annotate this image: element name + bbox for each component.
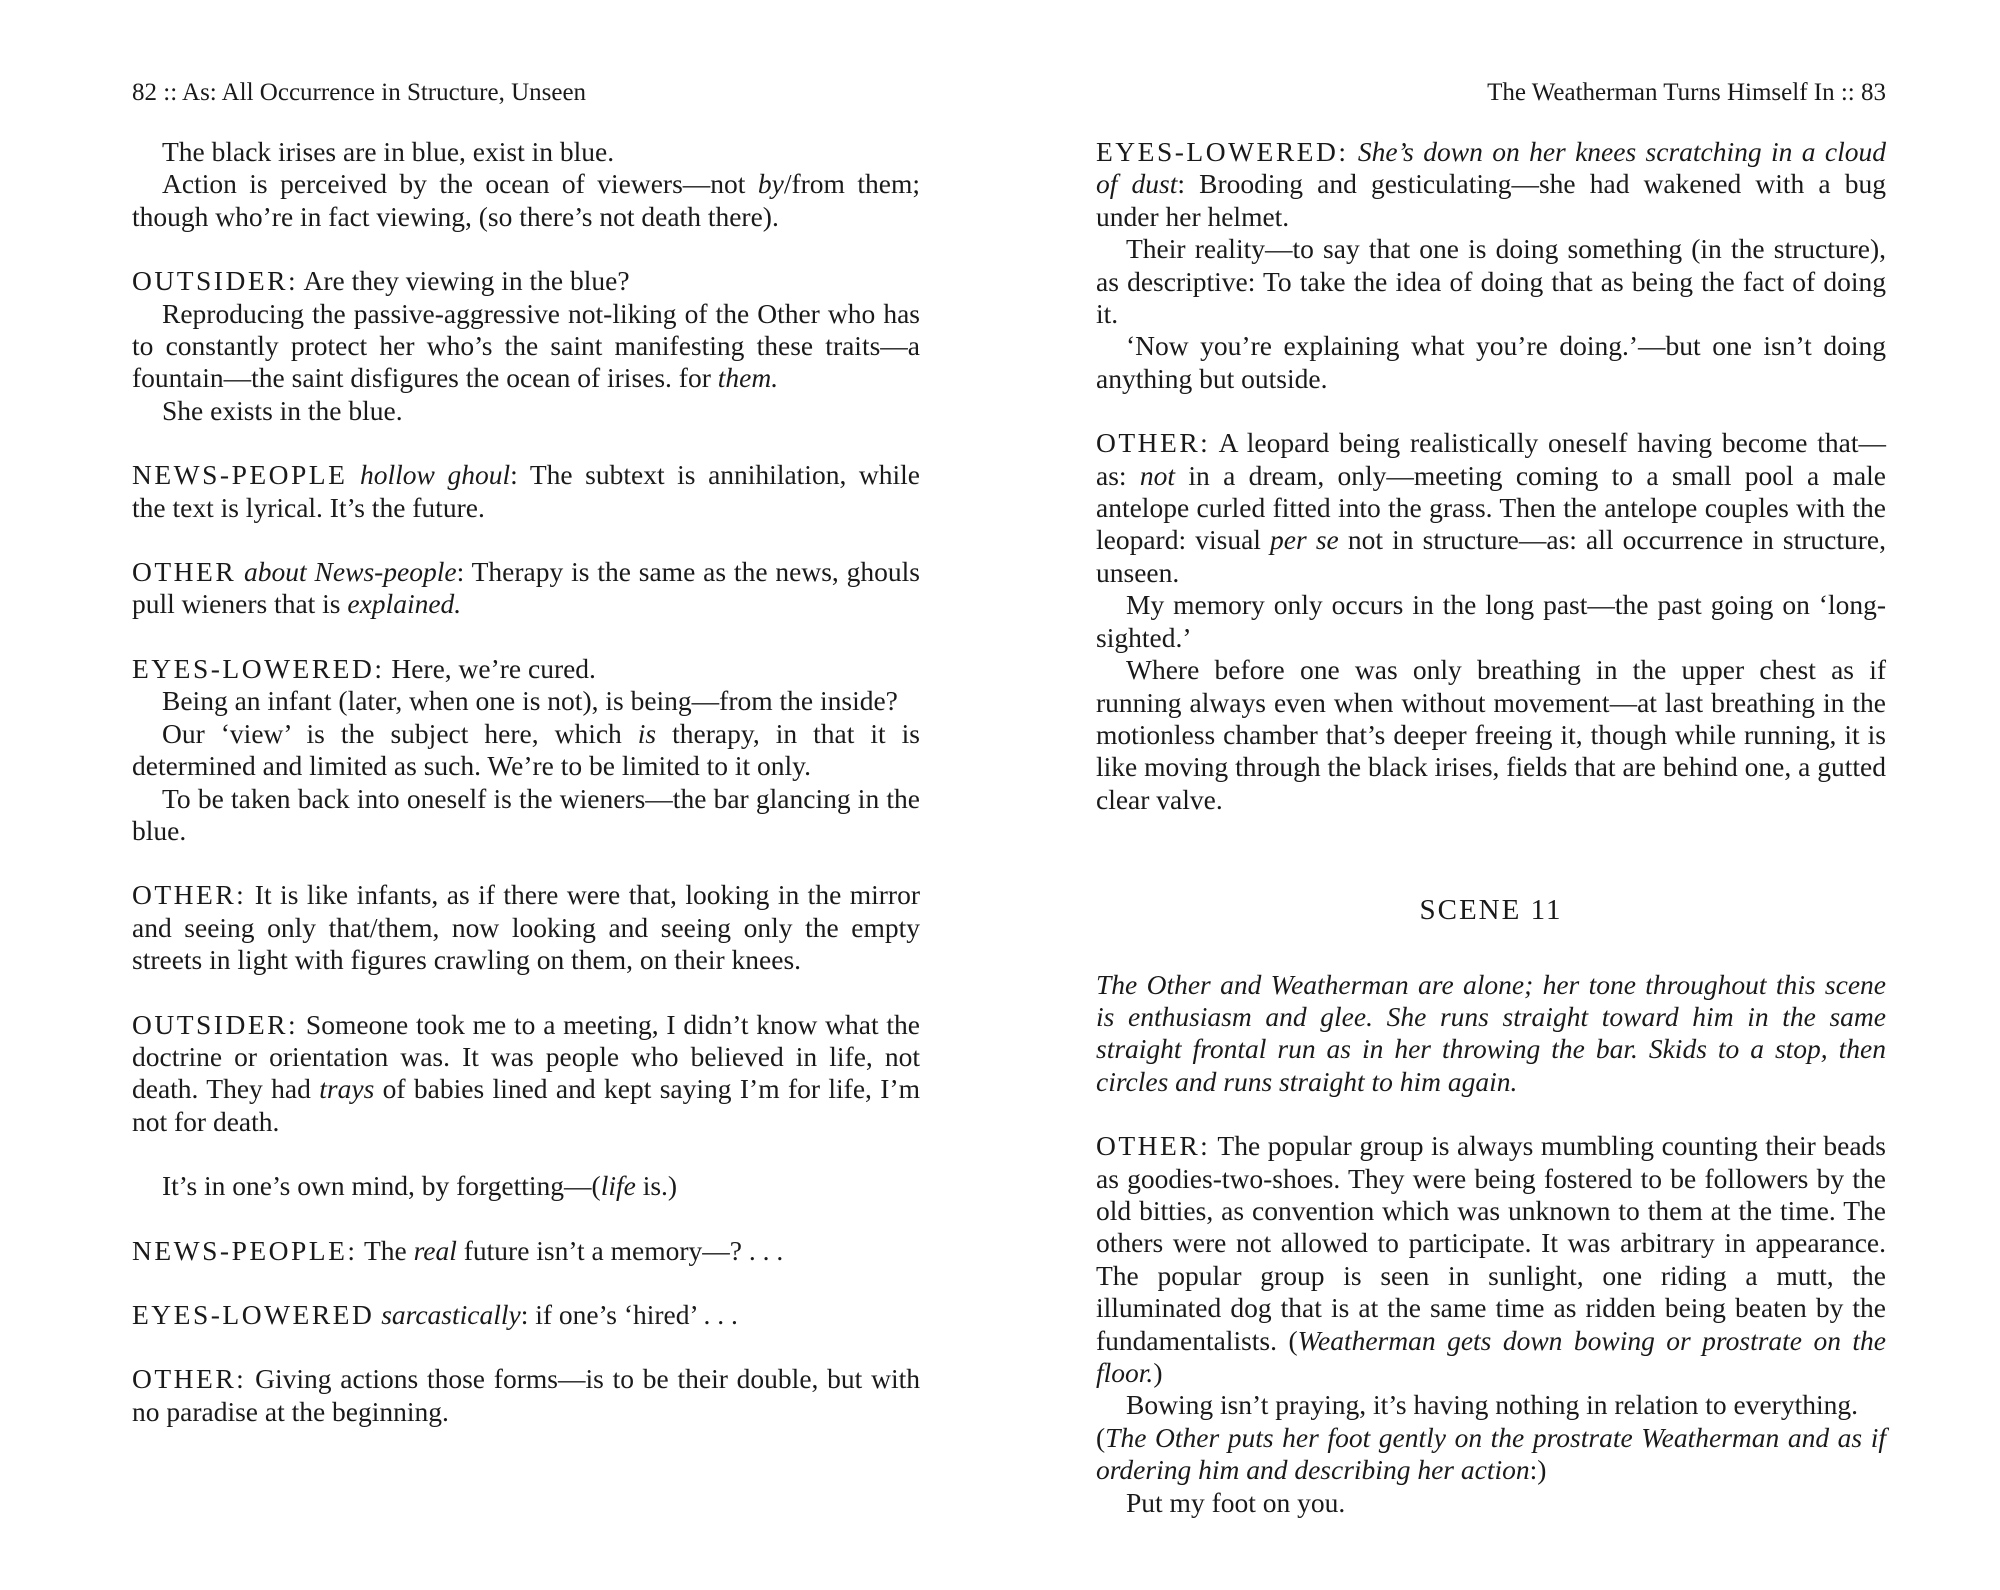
speaker-label: OTHER: — [1096, 427, 1211, 459]
paragraph — [132, 1363, 920, 1428]
paragraph-gap — [132, 1138, 920, 1170]
text-run: Their reality—to say that one is doing something (in the structure), as descriptive: To take the idea of doing that as being the fact of doing it. — [1096, 233, 1886, 330]
paragraph — [1096, 589, 1886, 654]
paragraph-gap — [132, 847, 920, 879]
scene-heading — [1096, 894, 1886, 926]
italic-text: hollow ghoul — [360, 459, 511, 491]
speaker-label: OUTSIDER: — [132, 265, 299, 297]
text-run: not in structure—as: all occurrence in structure, unseen. — [1096, 524, 1886, 588]
paragraph — [132, 556, 920, 621]
paragraph-gap — [132, 621, 920, 653]
paragraph — [132, 718, 920, 783]
text-run: She exists in the blue. — [162, 394, 403, 426]
speaker-label: EYES-LOWERED — [132, 1298, 375, 1330]
text-run: Where before one was only breathing in the upper chest as if running always even when without movement—at last breathing in the motionless chamber that’s deeper freeing it, though while running, it is like moving through the black irises, fields that are behind one, a gutted clear valve. — [1096, 654, 1886, 815]
speaker-label: NEWS-PEOPLE — [132, 459, 348, 491]
italic-text: about News-people — [244, 556, 457, 588]
text-run: :) — [1529, 1454, 1547, 1486]
text-run: in a dream, only—meeting coming to a small pool a male antelope curled fitted into the grass. Then the antelope couples with the leopard: visual — [1096, 459, 1886, 556]
text-run: The — [357, 1234, 414, 1266]
italic-text: The Other puts her foot gently on the prostrate Weatherman and as if ordering him and describing her action — [1096, 1421, 1886, 1486]
text-run: Being an infant (later, when one is not), is being—from the inside? — [162, 685, 898, 717]
italic-text: Weatherman gets down bowing or prostrate on the floor. — [1096, 1324, 1886, 1388]
paragraph — [132, 685, 920, 717]
paragraph — [132, 136, 920, 168]
text-run: : Therapy is the same as the news, ghouls pull wieners that is — [132, 556, 920, 620]
paragraph — [1096, 427, 1886, 589]
paragraph — [132, 783, 920, 848]
text-run: Our ‘view’ is the subject here, which — [162, 717, 638, 749]
italic-text: per se — [1270, 524, 1339, 556]
paragraph-gap — [1096, 1098, 1886, 1130]
text-run: ( — [1096, 1421, 1106, 1453]
text-run: Action is perceived by the ocean of viewers—not — [162, 168, 758, 200]
paragraph — [1096, 233, 1886, 330]
paragraph — [132, 298, 920, 395]
italic-text: life — [600, 1170, 636, 1202]
paragraph — [1096, 969, 1886, 1099]
text-run — [347, 459, 360, 490]
right-page-body — [1096, 136, 1886, 1519]
paragraph-gap — [132, 1331, 920, 1363]
paragraph — [132, 168, 920, 233]
paragraph-gap — [132, 233, 920, 265]
paragraph — [132, 395, 920, 427]
paragraph-gap — [132, 1267, 920, 1299]
text-run: The black irises are in blue, exist in blue. — [162, 136, 615, 167]
text-run: : The subtext is annihilation, while the text is lyrical. It’s the future. — [132, 459, 920, 523]
text-run: : Brooding and gesticulating—she had wakened with a bug under her helmet. — [1096, 168, 1886, 232]
paragraph — [1096, 654, 1886, 816]
text-run: future isn’t a memory—? . . . — [456, 1234, 784, 1266]
paragraph — [132, 1235, 920, 1267]
paragraph-gap — [1096, 395, 1886, 427]
italic-text: trays — [319, 1073, 375, 1105]
text-run: Bowing isn’t praying, it’s having nothing in relation to everything. — [1126, 1389, 1858, 1421]
text-run: My memory only occurs in the long past—the past going on ‘long-sighted.’ — [1096, 589, 1886, 653]
text-run: It’s in one’s own mind, by forgetting—( — [162, 1170, 601, 1202]
paragraph-gap — [132, 427, 920, 459]
right-page-header: The Weatherman Turns Himself In :: 83 — [1487, 79, 1886, 106]
paragraph — [1096, 1389, 1886, 1421]
speaker-label: OTHER: — [132, 1363, 247, 1395]
italic-text: The Other and Weatherman are alone; her tone throughout this scene is enthusiasm and glee. She runs straight toward him in the same straight frontal run as in her throwing the bar. Skids to a stop, then circles and runs straight to him again. — [1096, 968, 1886, 1097]
text-run: is.) — [635, 1170, 678, 1202]
speaker-label: OTHER: — [1096, 1130, 1211, 1162]
paragraph — [1096, 136, 1886, 233]
text-run — [236, 556, 244, 587]
text-run: of babies lined and kept saying I’m for life, I’m not for death. — [132, 1073, 920, 1137]
text-run: /from them; though who’re in fact viewing, (so there’s not death there). — [132, 168, 920, 232]
text-run: Put my foot on you. — [1126, 1486, 1346, 1518]
text-run: To be taken back into oneself is the wieners—the bar glancing in the blue. — [132, 782, 920, 846]
paragraph-gap — [132, 1203, 920, 1235]
text-run — [1348, 136, 1357, 167]
paragraph — [132, 459, 920, 524]
italic-text: by — [757, 168, 784, 200]
text-run: Here, we’re cured. — [384, 652, 596, 684]
paragraph-gap — [132, 977, 920, 1009]
italic-text: explained. — [347, 588, 462, 620]
paragraph — [1096, 330, 1886, 395]
text-run: ) — [1153, 1357, 1163, 1388]
left-page-header: 82 :: As: All Occurrence in Structure, Unseen — [132, 79, 587, 106]
text-run: SCENE 11 — [1419, 894, 1563, 927]
speaker-label: OTHER — [132, 556, 237, 588]
text-run: The popular group is always mumbling counting their beads as goodies-two-shoes. They were being fostered to be followers by the old bitties, as convention which was unknown to them at the time. The others were not allowed to participate. It was arbitrary in appearance. The popular group is seen in sunlight, one riding a mutt, the illuminated dog that is at the same time as ridden being beaten by the fundamentalists. ( — [1096, 1130, 1886, 1356]
text-run: : if one’s ‘hired’ . . . — [520, 1298, 738, 1330]
text-run: ‘Now you’re explaining what you’re doing.’—but one isn’t doing anything but outside. — [1096, 330, 1886, 394]
paragraph — [132, 1009, 920, 1139]
speaker-label: OUTSIDER: — [132, 1008, 299, 1040]
paragraph — [1096, 1130, 1886, 1389]
italic-text: not — [1139, 459, 1176, 491]
text-run: Reproducing the passive-aggressive not-liking of the Other who has to constantly protect her who’s the saint manifesting these traits—a fountain—the saint disfigures the ocean of irises. for — [132, 297, 920, 394]
italic-text: real — [413, 1234, 457, 1266]
paragraph — [132, 653, 920, 685]
left-page-body — [132, 136, 920, 1428]
paragraph — [132, 1299, 920, 1331]
text-run: A leopard being realistically oneself having become that—as: — [1096, 427, 1886, 491]
paragraph-gap — [132, 524, 920, 556]
paragraph — [132, 879, 920, 976]
paragraph — [132, 1170, 920, 1202]
text-run: therapy, in that it is determined and limited as such. We’re to be limited to it only. — [132, 717, 920, 782]
speaker-label: EYES-LOWERED: — [132, 652, 385, 684]
paragraph — [132, 265, 920, 297]
italic-text: sarcastically — [381, 1298, 521, 1330]
text-run: Are they viewing in the blue? — [298, 265, 630, 297]
speaker-label: OTHER: — [132, 879, 247, 911]
italic-text: She’s down on her knees scratching in a cloud of dust — [1096, 136, 1886, 200]
text-run: Giving actions those forms—is to be their double, but with no paradise at the beginning. — [132, 1363, 920, 1427]
text-run: It is like infants, as if there were that, looking in the mirror and seeing only that/them, now looking and seeing only the empty streets in light with figures crawling on them, on their knees. — [132, 879, 920, 976]
speaker-label: EYES-LOWERED: — [1096, 136, 1349, 167]
paragraph — [1096, 1422, 1886, 1487]
speaker-label: NEWS-PEOPLE: — [132, 1234, 358, 1266]
text-run: Someone took me to a meeting, I didn’t know what the doctrine or orientation was. It was people who believed in life, not death. They had — [132, 1008, 920, 1105]
italic-text: them. — [717, 362, 779, 394]
paragraph — [1096, 1487, 1886, 1519]
italic-text: is — [637, 717, 657, 749]
